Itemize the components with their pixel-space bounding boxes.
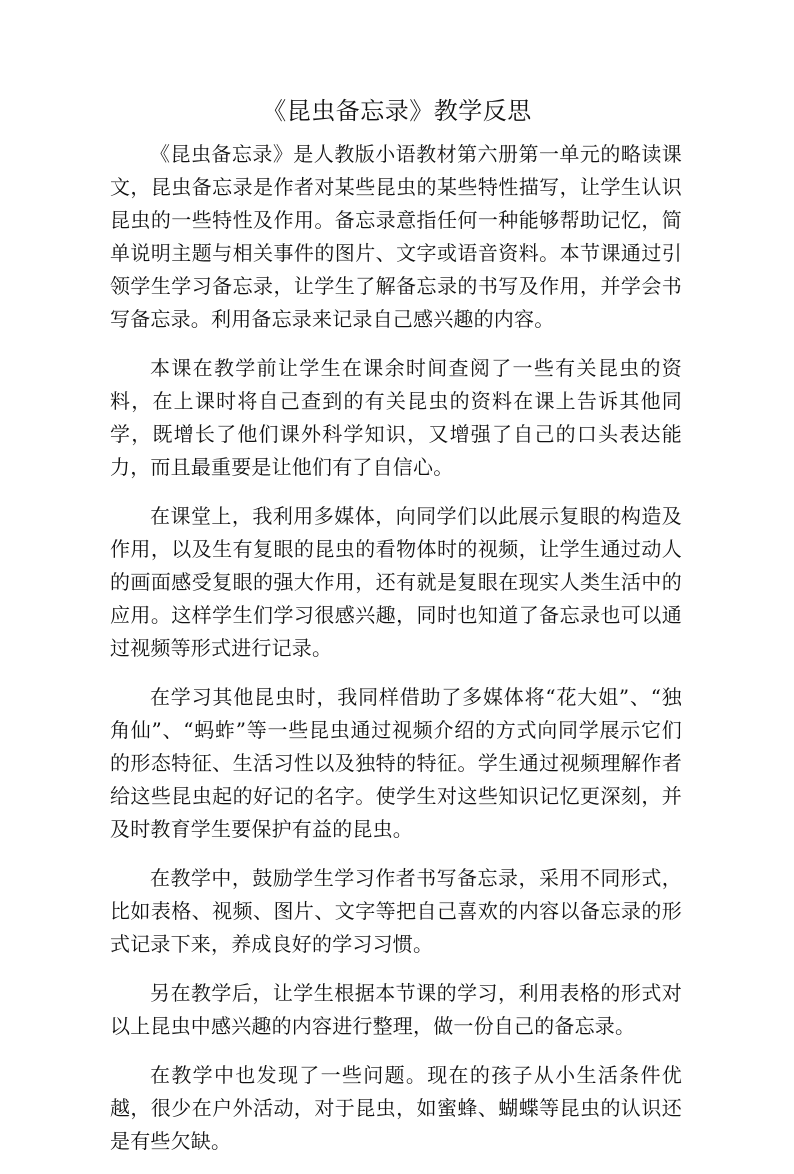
- paragraph-2: 本课在教学前让学生在课余时间查阅了一些有关昆虫的资料，在上课时将自己查到的有关昆虫的资料在课上告诉其他同学，既增长了他们课外科学知识，又增强了自己的口头表达能力，而且最重要是让他们有了自信心。: [110, 356, 682, 479]
- paragraph-1: 《昆虫备忘录》是人教版小语教材第六册第一单元的略读课文，昆虫备忘录是作者对某些昆虫的某些特性描写，让学生认识昆虫的一些特性及作用。备忘录意指任何一种能够帮助记忆，简单说明主题与相关事件的图片、文字或语音资料。本节课通过引领学生学习备忘录，让学生了解备忘录的书写及作用，并学会书写备忘录。利用备忘录来记录自己感兴趣的内容。: [110, 142, 682, 331]
- paragraph-4: 在学习其他昆虫时，我同样借助了多媒体将“花大姐”、“独角仙”、“蚂蚱”等一些昆虫通过视频介绍的方式向同学展示它们的形态特征、生活习性以及独特的特征。学生通过视频理解作者给这些昆虫起的好记的名字。使学生对这些知识记忆更深刻，并及时教育学生要保护有益的昆虫。: [110, 685, 682, 841]
- paragraph-7: 在教学中也发现了一些问题。现在的孩子从小生活条件优越，很少在户外活动，对于昆虫，如蜜蜂、蝴蝶等昆虫的认识还是有些欠缺。: [110, 1063, 682, 1153]
- document-body: [110, 138, 682, 1174]
- paragraph-3: 在课堂上，我利用多媒体，向同学们以此展示复眼的构造及作用，以及生有复眼的昆虫的看物体时的视频，让学生通过动人的画面感受复眼的强大作用，还有就是复眼在现实人类生活中的应用。这样学生们学习很感兴趣，同时也知道了备忘录也可以通过视频等形式进行记录。: [110, 504, 682, 660]
- paragraph-5: 在教学中，鼓励学生学习作者书写备忘录，采用不同形式，比如表格、视频、图片、文字等把自己喜欢的内容以备忘录的形式记录下来，养成良好的学习习惯。: [110, 866, 682, 956]
- paragraph-6: 另在教学后，让学生根据本节课的学习，利用表格的形式对以上昆虫中感兴趣的内容进行整理，做一份自己的备忘录。: [110, 981, 682, 1038]
- document-title: 《昆虫备忘录》教学反思: [262, 97, 532, 125]
